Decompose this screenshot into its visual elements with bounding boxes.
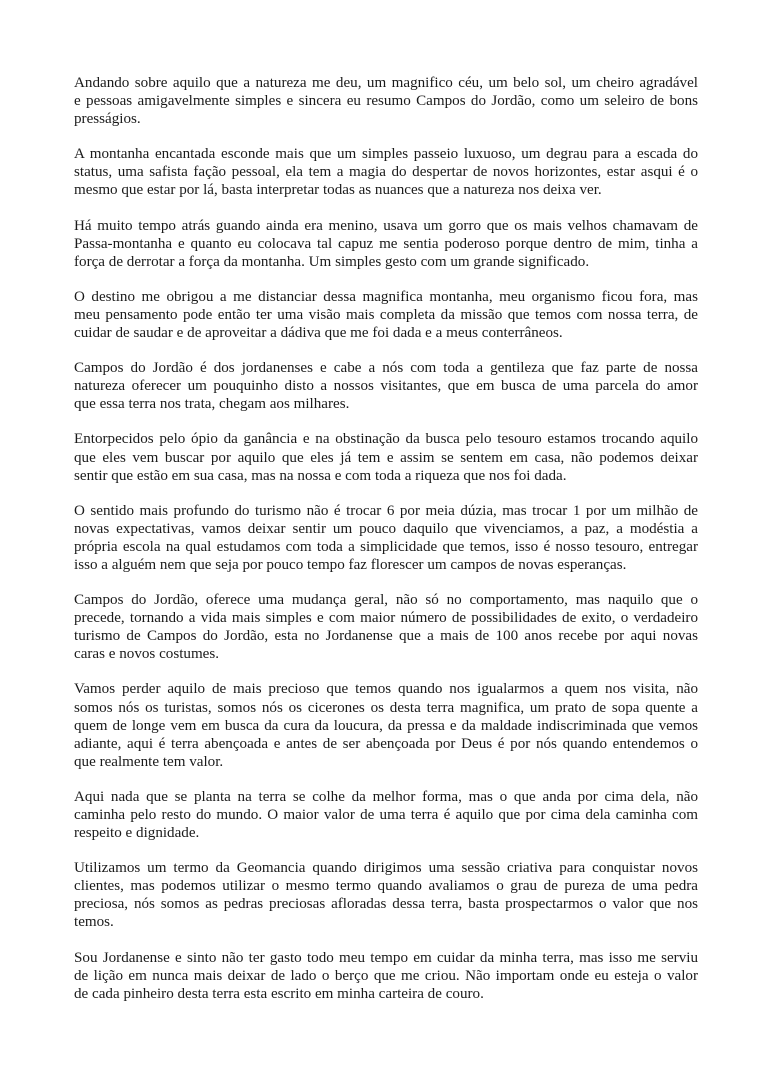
- text-line: temos.: [74, 914, 114, 931]
- text-line: turismo de Campos do Jordão, esta no Jordanense que a mais de 100 anos recebe por aqui novas: [74, 628, 698, 645]
- text-line: Campos do Jordão é dos jordanenses e cabe a nós com toda a gentileza que faz parte de nossa: [74, 360, 698, 377]
- text-line: meu pensamento pode então ter uma visão mais completa da missão que temos com nossa terra, de: [74, 306, 698, 323]
- text-line: força de derrotar a força da montanha. Um simples gesto com um grande significado.: [74, 253, 590, 270]
- text-line: presságios.: [74, 111, 141, 128]
- text-line: natureza oferecer um pouquinho disto a nossos visitantes, que em busca de uma parcela do amor: [74, 378, 698, 395]
- paragraph: [74, 74, 698, 128]
- text-line: sentir que estão em sua casa, mas na nossa e com toda a riqueza que nos foi dada.: [74, 467, 567, 484]
- text-line: de cada pinheiro desta terra esta escrito em minha carteira de couro.: [74, 985, 484, 1002]
- text-line: Utilizamos um termo da Geomancia quando dirigimos uma sessão criativa para conquistar novos: [74, 860, 698, 877]
- text-line: própria escola na qual estudamos com toda a simplicidade que temos, isso é nosso tesouro, entregar: [74, 538, 698, 555]
- text-line: que eles vem buscar por aquilo que eles já tem e assim se sentem em casa, não podemos deixar: [74, 449, 698, 466]
- paragraph: [74, 288, 698, 342]
- text-line: Entorpecidos pelo ópio da ganância e na obstinação da busca pelo tesouro estamos trocando aquilo: [74, 431, 698, 448]
- text-line: caras e novos costumes.: [74, 646, 220, 663]
- text-line: novas expectativas, vamos deixar sentir um pouco daquilo que vivenciamos, a paz, a modéstia a: [74, 520, 698, 537]
- paragraph: [74, 591, 698, 663]
- text-line: respeito e dignidade.: [74, 825, 200, 842]
- text-line: O destino me obrigou a me distanciar dessa magnifica montanha, meu organismo ficou fora, mas: [74, 288, 698, 305]
- text-line: preciosa, nós somos as pedras preciosas afloradas dessa terra, basta prospectarmos o valor que nos: [74, 896, 698, 913]
- text-line: Passa-montanha e quanto eu colocava tal capuz me sentia poderoso porque dentro de mim, tinha a: [74, 235, 698, 252]
- text-line: clientes, mas podemos utilizar o mesmo termo quando avaliamos o grau de pureza de uma pedra: [74, 878, 698, 895]
- text-line: mesmo que estar por lá, basta interpretar todas as nuances que a natureza nos deixa ver.: [74, 182, 602, 199]
- paragraph: [74, 859, 698, 931]
- text-line: de lição em nunca mais deixar de lado o berço que me criou. Não importam onde eu esteja o valor: [74, 967, 698, 984]
- text-line: caminha pelo resto do mundo. O maior valor de uma terra é aquilo que por cima dela caminha com: [74, 807, 698, 823]
- paragraph: [74, 217, 698, 271]
- text-line: quem de longe vem em busca da cura da loucura, da pressa e da maldade indiscriminada que vemos: [74, 717, 698, 734]
- text-line: e pessoas amigavelmente simples e sincera eu resumo Campos do Jordão, como um seleiro de bons: [74, 93, 698, 110]
- text-line: A montanha encantada esconde mais que um simples passeio luxuoso, um degrau para a escada do: [74, 146, 698, 163]
- paragraph: [74, 145, 698, 199]
- text-line: Há muito tempo atrás guando ainda era menino, usava um gorro que os mais velhos chamavam de: [74, 217, 698, 234]
- document-body: [74, 74, 698, 1003]
- text-line: somos nós os turistas, somos nós os cicerones os desta terra magnifica, um prato de sopa quente a: [74, 699, 698, 716]
- text-line: O sentido mais profundo do turismo não é trocar 6 por meia dúzia, mas trocar 1 por um milhão de: [74, 502, 698, 519]
- text-line: isso a alguém nem que seja por pouco tempo faz florescer um campos de novas esperanças.: [74, 556, 627, 573]
- paragraph: [74, 502, 698, 574]
- text-line: Aqui nada que se planta na terra se colhe da melhor forma, mas o que anda por cima dela, não: [74, 788, 698, 805]
- text-line: cuidar de saudar e de aproveitar a dádiva que me foi dada e a meus conterrâneos.: [74, 325, 563, 342]
- text-line: Sou Jordanense e sinto não ter gasto todo meu tempo em cuidar da minha terra, mas isso me serviu: [74, 949, 698, 966]
- text-line: Vamos perder aquilo de mais precioso que temos quando nos igualarmos a quem nos visita, não: [74, 681, 698, 698]
- paragraph: [74, 788, 698, 842]
- text-line: Andando sobre aquilo que a natureza me deu, um magnifico céu, um belo sol, um cheiro agradável: [74, 75, 698, 91]
- paragraph: [74, 680, 698, 770]
- document-page: [74, 74, 698, 1020]
- text-line: precede, tornando a vida mais simples e com maior número de possibilidades de exito, o verdadeiro: [74, 610, 698, 627]
- text-line: Campos do Jordão, oferece uma mudança geral, não só no comportamento, mas naquilo que o: [74, 592, 698, 609]
- text-line: adiante, aqui é terra abençoada e antes de ser abençoada por Deus é por nós quando entendemos o: [74, 735, 698, 752]
- text-line: que realmente tem valor.: [74, 753, 224, 770]
- text-line: que essa terra nos trata, chegam aos milhares.: [74, 396, 350, 413]
- paragraph: [74, 949, 698, 1003]
- paragraph: [74, 359, 698, 413]
- text-line: status, uma safista fação pessoal, ela tem a magia do despertar de novos horizontes, estar asqui é o: [74, 164, 698, 181]
- paragraph: [74, 430, 698, 484]
